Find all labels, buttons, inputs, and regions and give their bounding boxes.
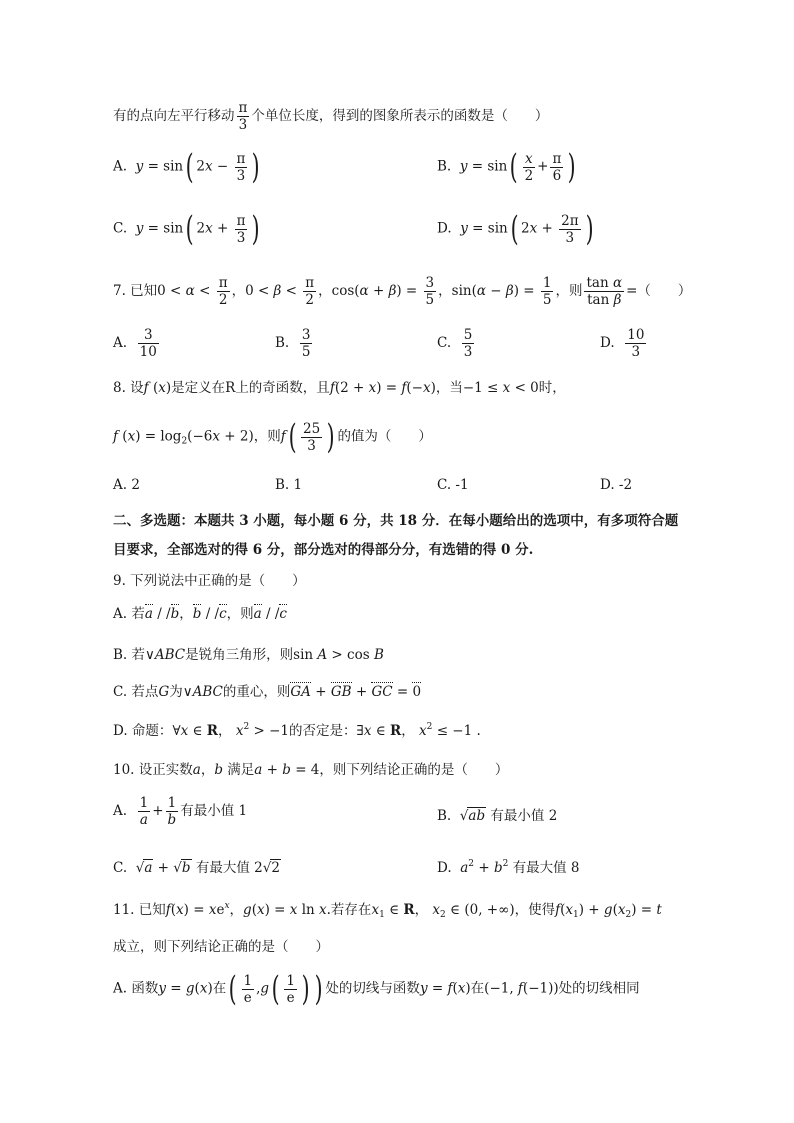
frac: $\frac{1}{e}$: [286, 972, 295, 1006]
math: 2x +: [196, 220, 233, 237]
q6-frac-num: π: [238, 100, 248, 116]
q7-option-a: [113, 327, 161, 360]
math: ABC: [154, 647, 186, 663]
frac: $\frac{3}{10}$: [139, 327, 157, 360]
math: 0 < α <: [157, 283, 215, 299]
q6-stem: [113, 100, 548, 133]
q7-option-c: [437, 327, 476, 360]
option-label: A.: [113, 158, 128, 175]
q8-R: R: [225, 380, 236, 396]
option-label: D.: [600, 335, 615, 351]
math: y = g(x): [158, 980, 213, 997]
paren: (: [509, 147, 518, 187]
option-label: C.: [113, 860, 128, 876]
math: G: [158, 684, 170, 700]
q6-option-a: A. y = sin( 2x − $\frac{\pi}{3}$ ): [113, 147, 261, 187]
math: f: [113, 428, 118, 445]
q9-option-d: [113, 719, 481, 739]
q6-stem-text-b: 个单位长度，得到的图象所表示的函数是（ ）: [251, 108, 549, 124]
q10-stem-end: ，则下列结论正确的是（ ）: [319, 762, 509, 778]
q9-b-mid: 是锐角三角形，则: [185, 647, 294, 663]
q8-line2-end: 的值为（ ）: [337, 428, 432, 445]
math: sin A > cos B: [293, 647, 384, 663]
q7-prefix: 7. 已知: [113, 283, 158, 299]
math: sin(α − β) =: [451, 283, 539, 299]
paren: (: [510, 209, 519, 249]
q9-option-c: C. 若点G为∨ABC的重心，则GA + GB + GC = 0: [113, 684, 422, 700]
paren: (: [185, 209, 194, 249]
q9-c-mid2: 的重心，则: [222, 684, 291, 700]
frac: $\frac{1}{5}$: [542, 275, 552, 308]
sqrt-ab: ab: [468, 808, 486, 824]
q6-frac-den: 3: [238, 117, 248, 133]
option-label: B.: [437, 808, 452, 824]
math: y = f(x): [419, 980, 471, 997]
math: a: [144, 606, 153, 622]
q11-stem-mid: .若存在: [326, 902, 372, 918]
math: $x_1$ ∈ R， $x_2$ ∈ (0, +∞): [371, 902, 515, 920]
q9-c-mid: 为∨: [169, 684, 193, 700]
q7-stem: 7. 已知0 < α < $\frac{\pi}{2}$ ，0 < β < $\frac{\pi}{2}$ ，cos(α + β) = $\frac{3}{5}$ ，sin(α − β) = $\frac{1}{5}$ ，则 $\frac{\text{tan α}}{\text{tan β}}$ =（ ）: [113, 275, 692, 308]
math: GA: [290, 684, 311, 700]
q8-option-b: B. 1: [275, 477, 303, 493]
paren: ): [326, 417, 335, 457]
q11-stem-pre: 11. 已知: [113, 902, 166, 918]
option-label: A.: [113, 335, 128, 351]
q8-stem-line2: f $(x) = \log_2(-6x + 2)$，则f( $\frac{25}{3}$ ) 的值为（ ）: [113, 417, 432, 457]
paren: ): [585, 209, 594, 249]
frac: $\frac{\pi}{3}$: [236, 212, 246, 246]
math: f: [280, 428, 286, 445]
math: f(2 + x) = f(−x): [329, 380, 436, 396]
q7-option-b: [275, 327, 314, 360]
frac: $\frac{\pi}{2}$: [218, 275, 228, 308]
frac: $\frac{x}{2}$: [524, 150, 534, 184]
math: −1 ≤ x < 0: [462, 380, 539, 396]
math: y: [460, 220, 468, 237]
q8-option-d: D. -2: [600, 477, 633, 493]
frac: $\frac{10}{3}$: [627, 327, 645, 360]
math: ∃x ∈ R， $x^2 \le -1$ .: [356, 722, 481, 739]
q9-b-pre: B. 若∨: [113, 647, 155, 663]
math: y: [459, 158, 468, 175]
option-label: C.: [113, 220, 128, 237]
math: 2x −: [196, 158, 233, 175]
math: a + b = 4: [254, 762, 320, 778]
math: (−1, f(−1)): [484, 980, 559, 997]
q9-a-then: ，则: [226, 606, 254, 622]
option-label: D.: [437, 220, 452, 237]
frac: $\frac{1}{e}$: [243, 972, 253, 1006]
q10-option-c: C. √a + √b 有最大值 2√2: [113, 860, 280, 876]
q11-a-end: 处的切线相同: [558, 980, 640, 997]
q6-option-c: C. y = sin( 2x + $\frac{\pi}{3}$ ): [113, 209, 261, 249]
math: $f(x) = xe^x$，g(x) = x ln x: [165, 901, 327, 918]
frac: $\frac{3}{5}$: [425, 275, 435, 308]
q8-stem: 8. 设f (x)是定义在R上的奇函数，且f(2 + x) = f(−x)，当−1 ≤ x < 0时，: [113, 380, 566, 396]
q8-mid3: ，当: [435, 380, 463, 396]
q11-stem-line2: 成立，则下列结论正确的是（ ）: [113, 939, 329, 955]
q10-b-tail: 有最小值 2: [490, 808, 558, 824]
section2-heading-line2: 目要求，全部选对的得 6 分，部分选对的得部分分，有选错的得 0 分.: [113, 542, 534, 558]
q11-a-mid2: 处的切线与函数: [325, 980, 420, 997]
q6-fraction: [237, 100, 250, 133]
section2-heading-line1: 二、多选题：本题共 3 小题，每小题 6 分，共 18 分．在每小题给出的选项中，有多项符合题: [113, 513, 679, 529]
q10-a-tail: 有最小值 1: [180, 803, 248, 819]
q7-eq-paren: =（ ）: [626, 283, 692, 299]
math: $f(x_1) + g(x_2) = t$: [555, 902, 662, 920]
q6-option-b: B. y = sin( $\frac{x}{2}$ + $\frac{\pi}{6}$ ): [437, 147, 576, 187]
frac: $\frac{2\pi}{3}$: [561, 212, 579, 246]
frac: $\frac{\pi}{6}$: [552, 150, 562, 184]
q8-option-c: C. -1: [437, 477, 469, 493]
q11-a-mid: 在: [212, 980, 227, 997]
paren: ): [252, 147, 261, 187]
option-label: B.: [275, 335, 290, 351]
q6-stem-text-a: 有的点向左平行移动: [113, 108, 235, 124]
q7-option-d: [600, 327, 648, 360]
q6-option-d: D. y = sin( 2x + $\frac{2\pi}{3}$ ): [437, 209, 594, 249]
q8-option-a: A. 2: [113, 477, 140, 493]
sqrt-a: a: [144, 860, 153, 876]
option-label: B.: [437, 158, 452, 175]
q11-stem: [113, 898, 662, 920]
math: f: [143, 380, 149, 396]
paren: (: [228, 969, 237, 1009]
q9-c-pre: C. 若点: [113, 684, 159, 700]
math: ∀x ∈ R， $x^2 > -1$: [172, 722, 289, 739]
frac: $\frac{\text{tan α}}{\text{tan β}}$: [586, 275, 623, 308]
math: y: [135, 158, 144, 175]
q10-d-tail: 有最大值 8: [512, 860, 580, 876]
frac: $\frac{1}{b}$: [167, 795, 177, 828]
q9-d-pre: D. 命题：: [113, 723, 173, 739]
paren: (: [288, 417, 297, 457]
option-label: A.: [113, 803, 128, 819]
q9-d-mid: 的否定是：: [288, 723, 357, 739]
q9-a-pre: A. 若: [113, 606, 145, 622]
frac: $\frac{\pi}{3}$: [236, 150, 246, 184]
paren: (: [271, 969, 280, 1009]
q10-stem-mid: 满足: [227, 762, 255, 778]
math: cos(α + β) =: [331, 283, 422, 299]
math: 2x +: [520, 220, 558, 237]
math: a: [460, 860, 469, 876]
option-label: C.: [437, 335, 452, 351]
frac: $\frac{\pi}{2}$: [305, 275, 315, 308]
frac: $\frac{25}{3}$: [302, 420, 321, 454]
q10-c-tail: 有最大值: [195, 860, 250, 876]
math: 0 < β <: [245, 283, 302, 299]
math: y: [135, 220, 144, 237]
math: ABC: [192, 684, 223, 700]
q10-stem-pre: 10. 设正实数: [113, 762, 193, 778]
paren: ): [314, 969, 323, 1009]
frac: $\frac{3}{5}$: [301, 327, 311, 360]
option-label: D.: [437, 860, 452, 876]
paren: ): [252, 209, 261, 249]
q8-mid2: 上的奇函数，且: [235, 380, 330, 396]
q7-tail: ，则: [555, 283, 583, 299]
q9-stem: 9. 下列说法中正确的是（ ）: [113, 573, 306, 589]
q8-mid4: 时，: [538, 380, 566, 396]
q9-option-a: A. 若a / /b，b / /c，则a / /c: [113, 606, 287, 622]
q11-a-mid3: 在: [470, 980, 485, 997]
frac: $\frac{1}{a}$: [139, 795, 149, 828]
q10-option-a: A. $\frac{1}{a}$ + $\frac{1}{b}$ 有最小值 1: [113, 795, 248, 828]
q10-option-b: B. √ab 有最小值 2: [437, 808, 558, 824]
math: a: [192, 762, 201, 778]
q11-a-pre: A. 函数: [113, 980, 159, 997]
q8-prefix: 8. 设: [113, 380, 144, 396]
q8-mid: 是定义在: [171, 380, 226, 396]
paren: ): [567, 147, 576, 187]
q9-option-b: [113, 643, 384, 663]
q10-stem: 10. 设正实数a，b 满足a + b = 4，则下列结论正确的是（ ）: [113, 762, 509, 778]
q10-option-d: D. $a^2 + b^2$ 有最大值 8: [437, 859, 580, 876]
frac: $\frac{5}{3}$: [463, 327, 473, 360]
q8-line2-tail: ，则: [253, 428, 281, 445]
sqrt-b: b: [181, 860, 191, 876]
sqrt-2: 2: [271, 860, 280, 876]
q11-option-a: A. 函数y = g(x)在( $\frac{1}{e}$ ,g( $\frac{1}{e}$ ) ) 处的切线与函数y = f(x)在(−1, f(−1))处的切线相同: [113, 969, 640, 1009]
paren: ): [301, 969, 310, 1009]
q11-stem-mid2: ，使得: [514, 902, 556, 918]
paren: (: [185, 147, 194, 187]
